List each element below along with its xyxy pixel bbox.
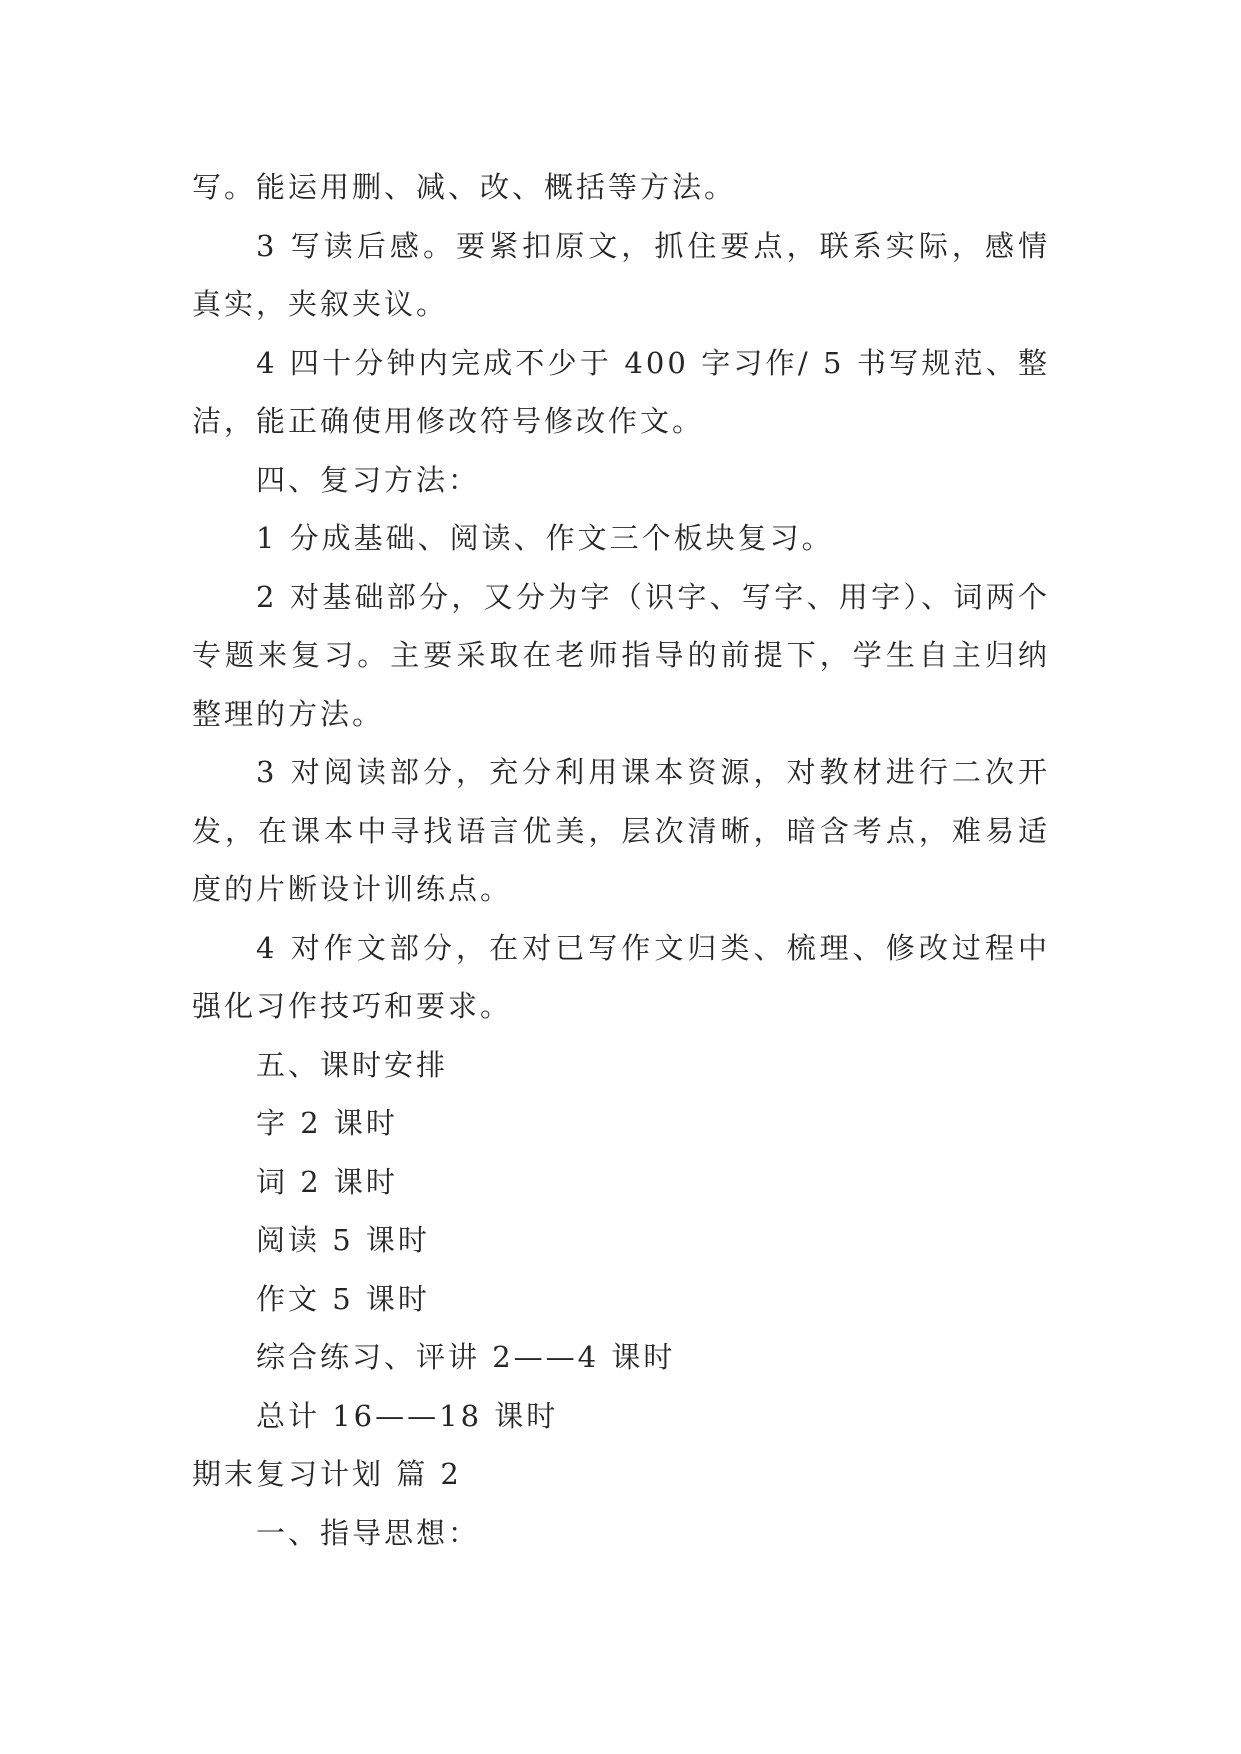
section-heading: 五、课时安排 <box>256 1047 449 1082</box>
schedule-item: 字 2 课时 <box>256 1106 398 1140</box>
section-heading: 四、复习方法： <box>256 462 481 497</box>
text-line: 3 对阅读部分，充分利用课本资源，对教材进行二次开 <box>256 755 1050 789</box>
text-line: 专题来复习。主要采取在老师指导的前提下，学生自主归纳 <box>192 638 1050 672</box>
text-line: 度的片断设计训练点。 <box>192 872 513 906</box>
text-line: 强化习作技巧和要求。 <box>192 989 513 1023</box>
text-line: 写。能运用删、减、改、概括等方法。 <box>192 170 737 204</box>
schedule-item: 阅读 5 课时 <box>256 1223 430 1257</box>
schedule-item: 词 2 课时 <box>256 1164 398 1199</box>
text-line: 1 分成基础、阅读、作文三个板块复习。 <box>256 521 834 555</box>
text-line: 4 四十分钟内完成不少于 400 字习作/ 5 书写规范、整 <box>256 345 1050 380</box>
schedule-item: 作文 5 课时 <box>256 1281 430 1316</box>
schedule-item: 综合练习、评讲 2——4 课时 <box>256 1340 676 1374</box>
text-line: 3 写读后感。要紧扣原文，抓住要点，联系实际，感情 <box>256 228 1050 263</box>
text-line: 真实，夹叙夹议。 <box>192 287 449 321</box>
document-section-title: 期末复习计划 篇 2 <box>192 1457 462 1491</box>
section-heading: 一、指导思想： <box>256 1515 481 1550</box>
text-line: 2 对基础部分，又分为字（识字、写字、用字）、词两个 <box>256 579 1050 614</box>
document-body <box>192 158 1050 1562</box>
text-line: 整理的方法。 <box>192 696 385 731</box>
text-line: 4 对作文部分，在对已写作文归类、梳理、修改过程中 <box>256 930 1050 965</box>
text-line: 洁，能正确使用修改符号修改作文。 <box>192 404 705 438</box>
text-line: 发，在课本中寻找语言优美，层次清晰，暗含考点，难易适 <box>192 813 1050 848</box>
schedule-total: 总计 16——18 课时 <box>256 1398 559 1433</box>
